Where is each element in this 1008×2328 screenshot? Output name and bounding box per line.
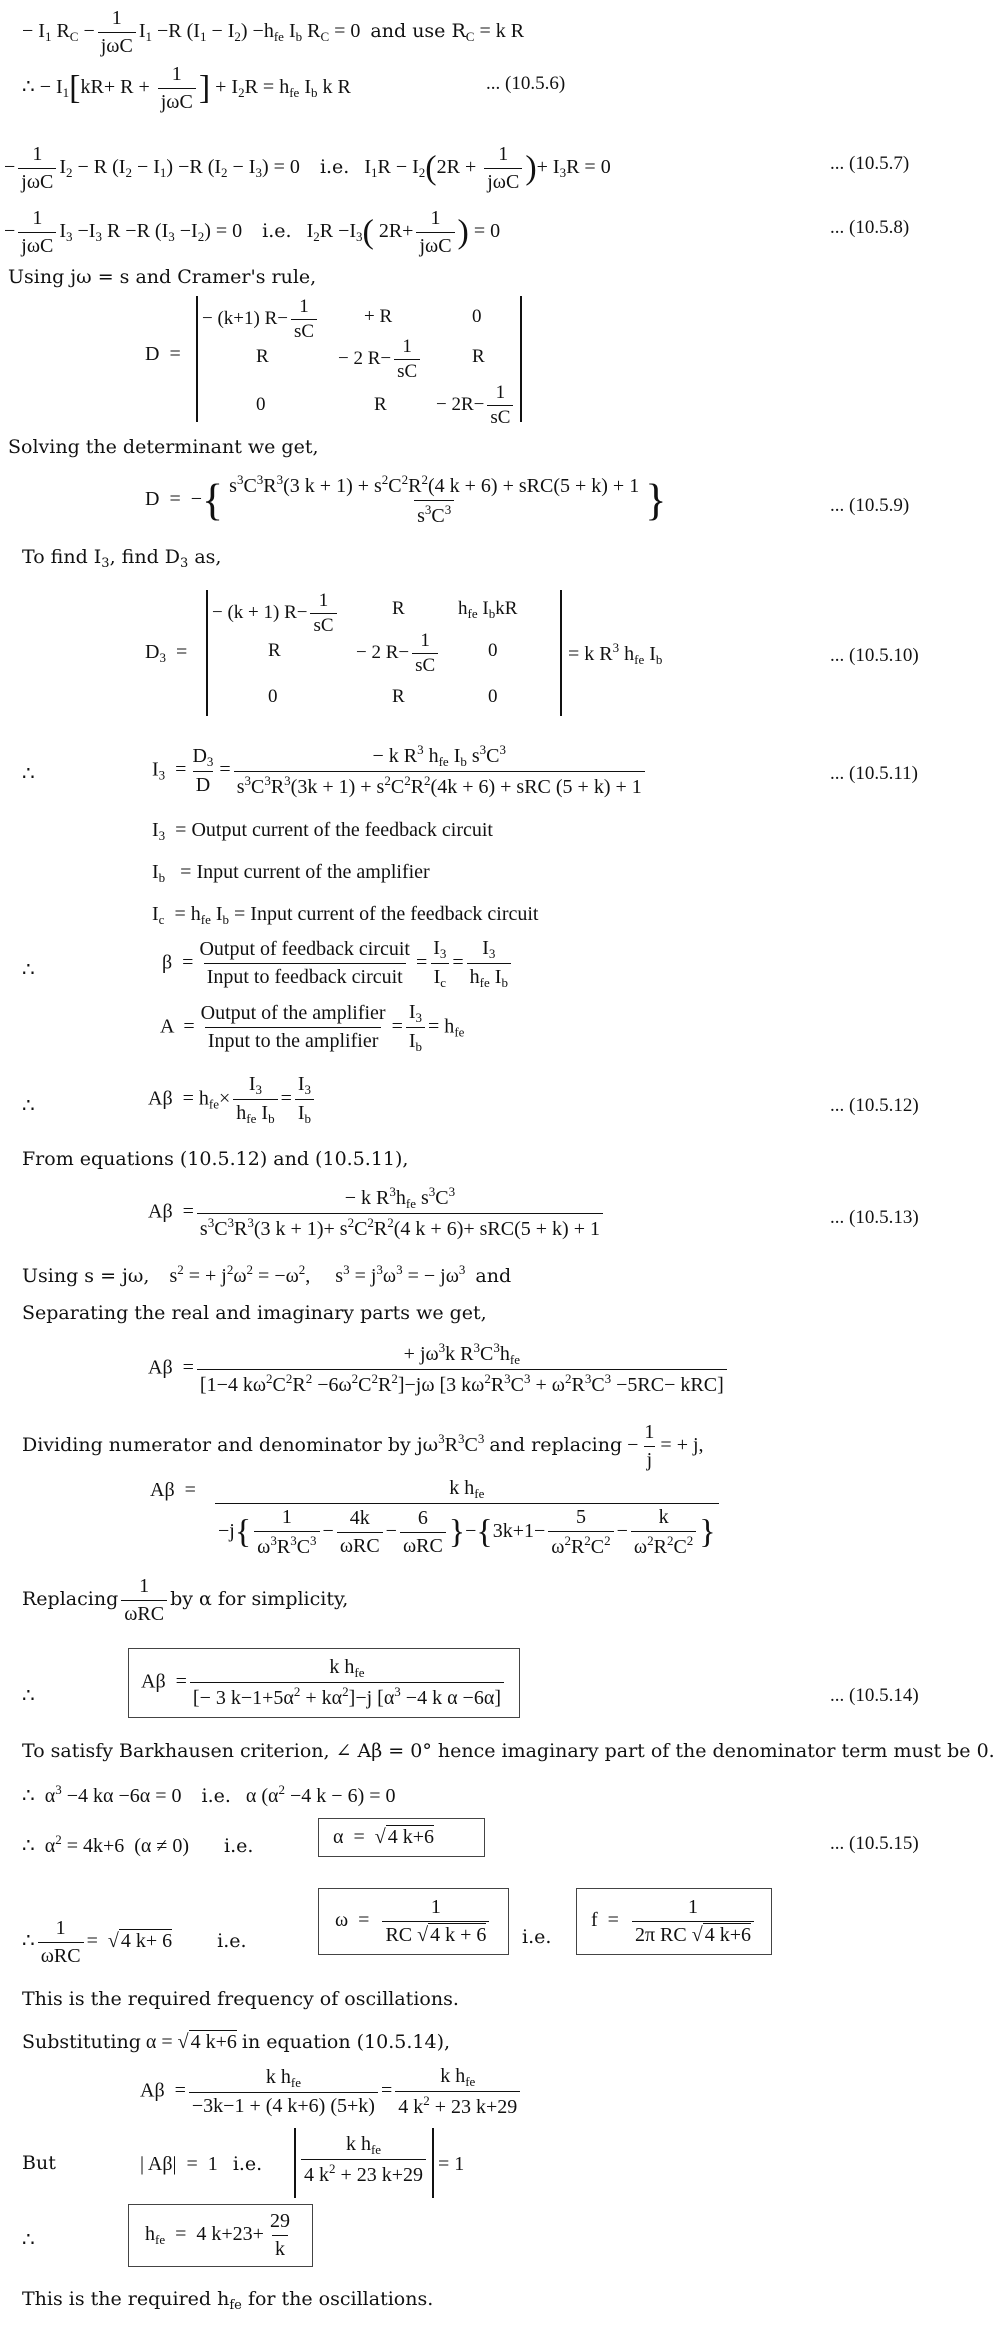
ie-f: i.e. (522, 1926, 552, 1948)
cramer-text: Using jω = s and Cramer's rule, (8, 266, 317, 288)
divided-fraction: k $h_{fe}$ −j{ $\frac{1}{\omega^3R^3C^3}$ − $\frac{4k}{\text{ωRC}}$ − $\frac{6}{\text{ωRC}}$ }−{3k+1− $\frac{5}{\omega^2R^2C^2}$ − $\frac{k}{\omega^2R^2C^2}$ } (212, 1476, 722, 1560)
equation-beta: β = $\frac{\text{Output of feedback circuit}}{\text{Input to feedback circuit}}$ = $\frac{I_3}{I_c}$ = $\frac{I_3}{h_{fe} I_b}$ (162, 936, 514, 992)
barkhausen-text: To satisfy Barkhausen criterion, ∠ Aβ = 0° hence imaginary part of the denominator term must be 0. (22, 1740, 995, 1762)
substituted-equation: Aβ = $\frac{k h_{fe}}{-3k-1 + (4 k+6) (5+k)}$ = $\frac{k h_{fe}}{4 k^2 + 23 k+29}$ (140, 2064, 523, 2120)
eq-ref-10-5-11: ... (10.5.11) (830, 763, 918, 784)
det-d3-left-bar (206, 590, 208, 716)
therefore-10-5-14: ∴ (22, 1685, 35, 1707)
magnitude-equation: | Aβ| = 1 i.e. (140, 2153, 263, 2175)
hfe-box: $h_{fe} = 4$ k+23+ $\frac{29}{k}$ (128, 2204, 313, 2267)
replacing-alpha-text: Replacing $\frac{1}{\text{ωRC}}$ by α for simplicity, (22, 1575, 349, 1625)
therefore-beta: ∴ (22, 959, 35, 981)
equation-10-5-13: Aβ = $\frac{- k R^3h_{fe} s^3C^3}{s^3C^3R^3(3 k + 1)+ s^2C^2R^2(4 k + 6)+ sRC(5 + k) + 1}$ (148, 1184, 606, 1242)
eq-ref-10-5-13: ... (10.5.13) (830, 1207, 919, 1228)
from-equations-text: From equations (10.5.12) and (10.5.11), (22, 1148, 409, 1170)
equation-line-1: − $I_1$ $R_C$ − $\frac{1}{\text{jωC}}$ $I_1 -R$ $(I_1 - I_2) -h_{fe}$ $I_b$ $R_C = 0$ and use $R_C = k$ R (22, 7, 525, 57)
using-s-jw: Using s = jω, $s^2$ = + $j^2\omega^2 = -\omega^2$, $s^3 = j^3\omega^3$ = − $j\omega^3$ and (22, 1262, 512, 1287)
solving-text: Solving the determinant we get, (8, 436, 319, 458)
alpha-square: ∴ $\alpha^2 = 4k+6$ (α ≠ 0) i.e. (22, 1832, 254, 1857)
def-i3: $I_3$ = Output current of the feedback circuit (152, 819, 493, 843)
abs-left-bar (294, 2128, 296, 2198)
equation-separated: Aβ = $\frac{+ j\omega^3k R^3C^3h_{fe}}{[1-4 k\omega^2C^2R^2 -6\omega^2C^2R^2]-j\omega [3 k\omega^2R^3C^3 + \omega^2R^3C^3 -5RC- kRC]}$ (148, 1340, 730, 1398)
eq-ref-10-5-10: ... (10.5.10) (830, 645, 919, 666)
substituting-text: Substituting α = √ 4 k+6 in equation (10.5.14), (22, 2031, 451, 2053)
alpha-box: α = √ 4 k+6 (318, 1818, 485, 1857)
required-hfe-text: This is the required $h_{fe}$ for the oscillations. (22, 2288, 434, 2313)
equation-10-5-11: $I_3$ = $\frac{D_3}{D}$ = $\frac{- k R^3 h_{fe} I_b s^3C^3}{s^3C^3R^3(3k + 1) + s^2C^2R^2(4k + 6) + sRC (5 + k) + 1}$ (152, 742, 648, 800)
equation-10-5-8: − $\frac{1}{\text{jωC}}$ $I_3 -I_3$ R −R $(I_3 -I_2) = 0$ i.e. $I_2R -I_3$( 2R+ $\frac{1}{\text{jωC}}$ ) = 0 (4, 207, 501, 257)
omega-line: ∴ $\frac{1}{\text{ωRC}}$ = √ 4 k+ 6 i.e. (22, 1917, 247, 1967)
det-d-left-bar (196, 296, 198, 422)
abs-right-bar (432, 2128, 434, 2198)
det-d3-label: $D_3$ = (145, 641, 188, 665)
required-freq-text: This is the required frequency of oscillations. (22, 1988, 459, 2010)
equation-10-5-12: $A\beta = h_{fe}\times$ $\frac{I_3}{h_{fe} I_b}$ = $\frac{I_3}{I_b}$ (148, 1072, 317, 1128)
equation-a: A = $\frac{\text{Output of the amplifier}}{\text{Input to the amplifier}}$ = $\frac{I_3}{I_b}$ = $h_{fe}$ (160, 1001, 465, 1055)
eq-ref-10-5-15: ... (10.5.15) (830, 1833, 919, 1854)
alpha-cubic: ∴ $\alpha^3 -4$ kα −6α = 0 i.e. α ($\alpha^2 -4$ k − 6) = 0 (22, 1782, 396, 1807)
dividing-text: Dividing numerator and denominator by $j\omega^3R^3C^3$ and replacing − $\frac{1}{j}$ = + j, (22, 1421, 704, 1471)
therefore-10-5-12: ∴ (22, 1095, 35, 1117)
magnitude-fraction: $\frac{k h_{fe}}{4 k^2 + 23 k+29}$ (298, 2132, 429, 2188)
equation-10-5-9: D = −{ $\frac{s^3C^3R^3(3 k + 1) + s^2C^2R^2(4 k + 6) + sRC(5 + k) + 1}{s^3C^3}$ } (145, 472, 667, 527)
eq-ref-10-5-12: ... (10.5.12) (830, 1095, 919, 1116)
eq-ref-10-5-6: ... (10.5.6) (486, 73, 566, 94)
but-text: But (22, 2152, 56, 2174)
equation-10-5-6: ∴ − $I_1[kR+ R$ + $\frac{1}{\text{jωC}}$ ] + $I_2R = h_{fe}$ $I_b$ k R (22, 63, 351, 113)
therefore-10-5-11: ∴ (22, 763, 35, 785)
find-i3-text: To find $I_3$, find $D_3$ as, (22, 546, 222, 571)
equation-10-5-7: − $\frac{1}{\text{jωC}}$ $I_2 - R$ $(I_2 - I_1) -R$ $(I_2 - I_3) = 0$ i.e. $I_1R - I_2(2R$ + $\frac{1}{\text{jωC}}$ )+ $I_3R = 0$ (4, 143, 611, 193)
eq-ref-10-5-14: ... (10.5.14) (830, 1685, 919, 1706)
def-ic: $I_c = h_{fe}$ $I_b$ = Input current of the feedback circuit (152, 903, 539, 927)
det-d-label: D = (145, 343, 181, 365)
separating-text: Separating the real and imaginary parts we get, (22, 1302, 487, 1324)
equation-divided: Aβ = (150, 1479, 196, 1501)
eq-ref-10-5-8: ... (10.5.8) (830, 217, 910, 238)
def-ib: $I_b$ = Input current of the amplifier (152, 861, 430, 885)
det-d3-right-bar (560, 590, 562, 716)
freq-box: f = $\frac{1}{\text{2π RC √ 4 k+6}}$ (576, 1888, 772, 1955)
therefore-hfe: ∴ (22, 2229, 35, 2251)
equation-10-5-14-box: Aβ = $\frac{k h_{fe}}{[- 3 k-1+5\alpha^2 + k\alpha^2]-j [\alpha^3 -4 k \alpha -6\alpha]}$ (128, 1648, 520, 1718)
det-d-right-bar (520, 296, 522, 422)
eq-ref-10-5-9: ... (10.5.9) (830, 495, 910, 516)
omega-box: ω = $\frac{1}{RC √ 4 k + 6}$ (318, 1888, 509, 1955)
eq-ref-10-5-7: ... (10.5.7) (830, 153, 910, 174)
